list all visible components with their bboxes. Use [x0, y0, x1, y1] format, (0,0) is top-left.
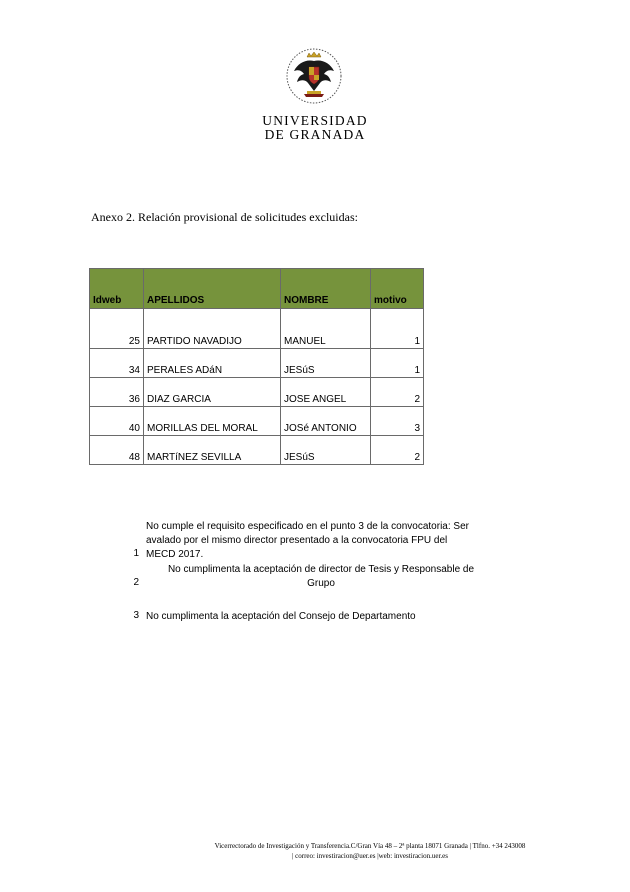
reason-1-text	[146, 520, 506, 562]
cell-motivo: 2	[371, 378, 424, 407]
reason-1-number: 1	[133, 548, 139, 559]
cell-nombre: JESúS	[281, 349, 371, 378]
university-name-line2: DE GRANADA	[264, 127, 366, 142]
cell-nombre: JESúS	[281, 436, 371, 465]
cell-motivo: 1	[371, 309, 424, 349]
reason-1-line2: avalado por el mismo director presentado a la convocatoria FPU del	[146, 535, 448, 546]
cell-idweb: 36	[90, 378, 144, 407]
cell-nombre: MANUEL	[281, 309, 371, 349]
cell-idweb: 48	[90, 436, 144, 465]
cell-apellidos: PARTIDO NAVADIJO	[144, 309, 281, 349]
reason-2-number: 2	[133, 577, 139, 588]
excluded-applications-table	[89, 268, 424, 465]
university-name	[230, 114, 400, 142]
reason-1-line1: No cumple el requisito especificado en el punto 3 de la convocatoria: Ser	[146, 521, 469, 532]
cell-motivo: 1	[371, 349, 424, 378]
table-row	[90, 436, 424, 465]
column-header-apellidos: APELLIDOS	[144, 269, 281, 309]
cell-idweb: 25	[90, 309, 144, 349]
cell-nombre: JOSE ANGEL	[281, 378, 371, 407]
university-name-line1: UNIVERSIDAD	[262, 113, 368, 128]
cell-idweb: 34	[90, 349, 144, 378]
reason-3-text: No cumplimenta la aceptación del Consejo de Departamento	[146, 611, 416, 622]
table-row	[90, 349, 424, 378]
table-row	[90, 309, 424, 349]
column-header-idweb: Idweb	[90, 269, 144, 309]
table-row	[90, 378, 424, 407]
cell-motivo: 2	[371, 436, 424, 465]
cell-apellidos: DIAZ GARCIA	[144, 378, 281, 407]
university-seal-icon	[280, 47, 348, 105]
cell-idweb: 40	[90, 407, 144, 436]
cell-apellidos: MARTíNEZ SEVILLA	[144, 436, 281, 465]
reason-2-line2: Grupo	[307, 578, 335, 589]
table-header-row	[90, 269, 424, 309]
cell-nombre: JOSé ANTONIO	[281, 407, 371, 436]
reason-1-line3: MECD 2017.	[146, 549, 204, 560]
annex-title: Anexo 2. Relación provisional de solicitudes excluidas:	[91, 210, 358, 224]
table-row	[90, 407, 424, 436]
reason-2-text	[146, 563, 496, 591]
reason-3-number: 3	[133, 610, 139, 621]
cell-motivo: 3	[371, 407, 424, 436]
page-footer	[180, 841, 560, 861]
footer-contact: | correo: investiracion@uer.es |web: investiracion.uer.es	[291, 852, 448, 860]
column-header-motivo: motivo	[371, 269, 424, 309]
cell-apellidos: PERALES ADáN	[144, 349, 281, 378]
column-header-nombre: NOMBRE	[281, 269, 371, 309]
footer-address: Vicerrectorado de Investigación y Transferencia.C/Gran Vía 48 – 2ª planta 18071 Granada | Tlfno. +34 243008	[214, 842, 526, 850]
cell-apellidos: MORILLAS DEL MORAL	[144, 407, 281, 436]
reason-2-line1: No cumplimenta la aceptación de director de Tesis y Responsable de	[167, 564, 475, 575]
